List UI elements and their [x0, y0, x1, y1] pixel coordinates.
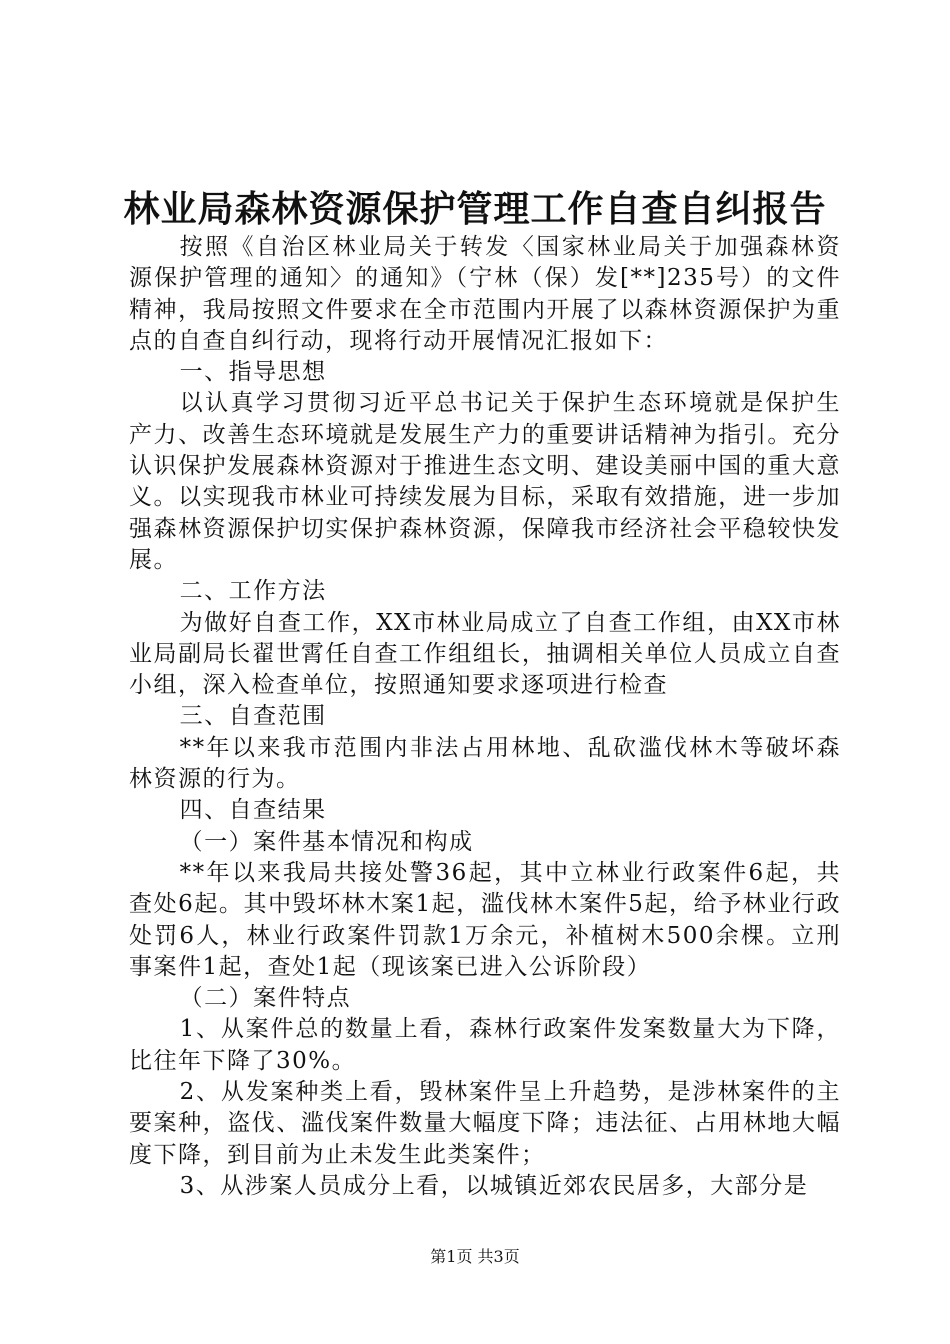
heading-inspection-results: 四、自查结果 [179, 797, 327, 824]
paragraph-case-overview: **年以来我局共接处警36起，其中立林业行政案件6起，共查处6起。其中毁坏林木案1起，滥伐林木案件5起，给予林业行政处罚6人，林业行政案件罚款1万余元，补植树木500余棵。立刑事案件1起，查处1起（现该案已进入公诉阶段） [129, 859, 841, 980]
paragraph-intro: 按照《自治区林业局关于转发〈国家林业局关于加强森林资源保护管理的通知〉的通知》（宁林（保）发[**]235号）的文件精神，我局按照文件要求在全市范围内开展了以森林资源保护为重点的自查自纠行动，现将行动开展情况汇报如下： [129, 234, 841, 354]
paragraph-feature-3: 3、从涉案人员成分上看，以城镇近郊农民居多，大部分是 [179, 1172, 809, 1199]
heading-work-method: 二、工作方法 [179, 578, 327, 605]
subheading-case-overview: （一）案件基本情况和构成 [179, 828, 474, 855]
heading-inspection-scope: 三、自查范围 [179, 703, 327, 730]
subheading-case-features: （二）案件特点 [179, 985, 352, 1012]
paragraph-work-method: 为做好自查工作，XX市林业局成立了自查工作组，由XX市林业局副局长翟世霄任自查工作组组长，抽调相关单位人员成立自查小组，深入检查单位，按照通知要求逐项进行检查 [129, 609, 841, 699]
paragraph-guiding-ideology: 以认真学习贯彻习近平总书记关于保护生态环境就是保护生产力、改善生态环境就是发展生产力的重要讲话精神为指引。充分认识保护发展森林资源对于推进生态文明、建设美丽中国的重大意义。以实现我市林业可持续发展为目标，采取有效措施，进一步加强森林资源保护切实保护森林资源，保障我市经济社会平稳较快发展。 [129, 390, 841, 573]
heading-guiding-ideology: 一、指导思想 [179, 359, 327, 386]
document-body [129, 232, 841, 1202]
paragraph-feature-1: 1、从案件总的数量上看，森林行政案件发案数量大为下降，比往年下降了30%。 [129, 1016, 841, 1074]
document-title: 林业局森林资源保护管理工作自查自纠报告 [123, 188, 827, 230]
paragraph-feature-2: 2、从发案种类上看，毁林案件呈上升趋势，是涉林案件的主要案种，盗伐、滥伐案件数量大幅度下降；违法征、占用林地大幅度下降，到目前为止未发生此类案件； [129, 1079, 841, 1168]
paragraph-inspection-scope: **年以来我市范围内非法占用林地、乱砍滥伐林木等破坏森林资源的行为。 [129, 734, 841, 793]
page-footer: 第1页 共3页 [430, 1247, 520, 1266]
